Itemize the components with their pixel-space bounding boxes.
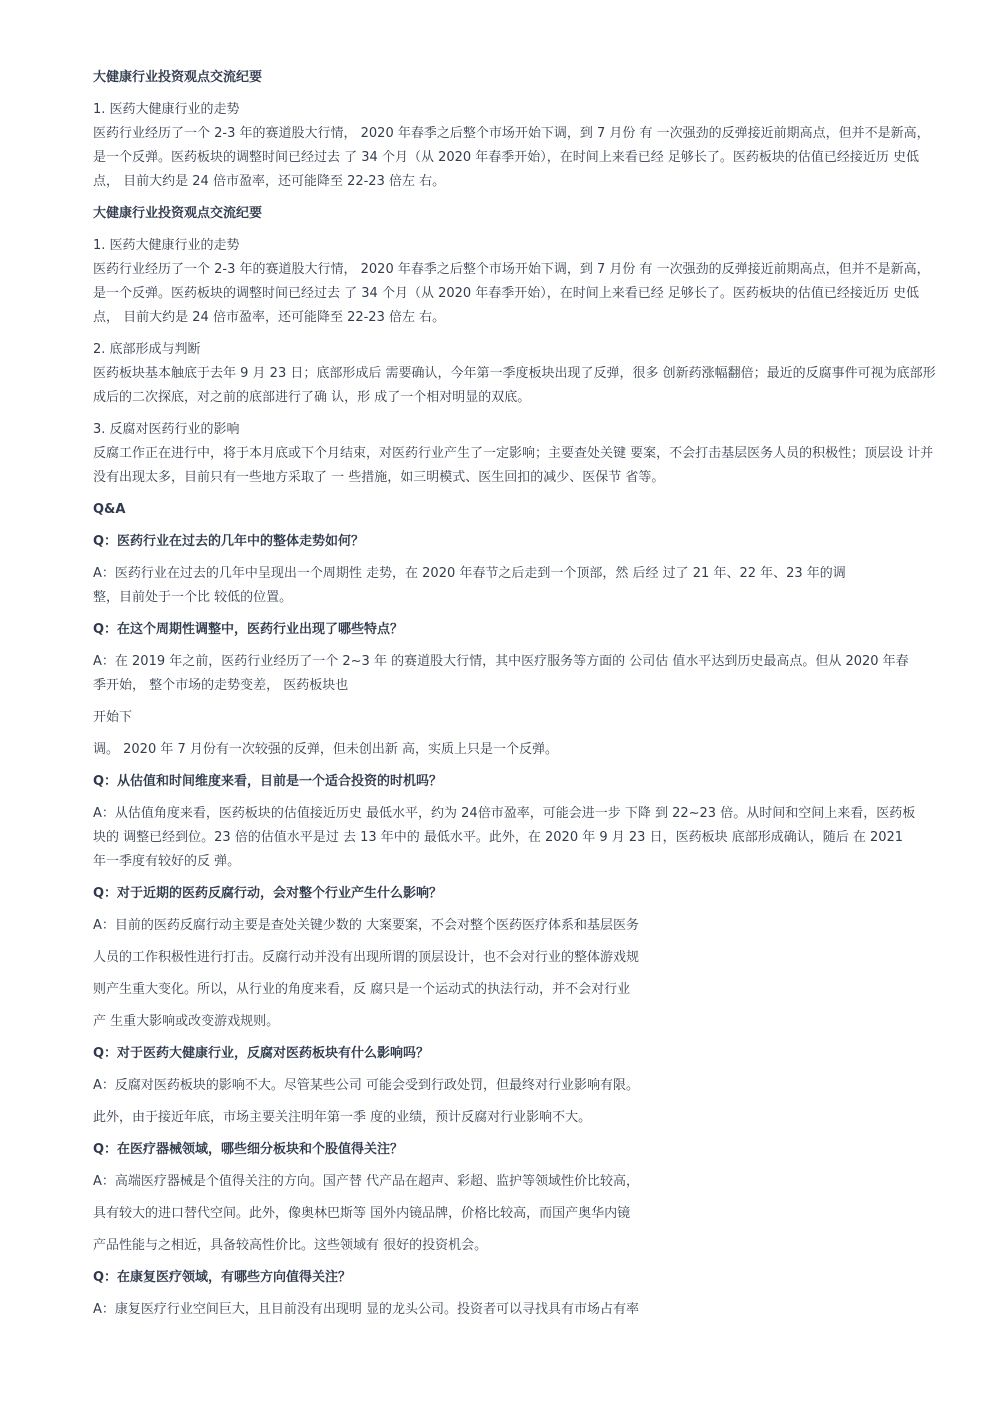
question-7: Q：在康复医疗领域，有哪些方向值得关注？ <box>93 1270 352 1285</box>
answer-4 <box>93 914 945 1034</box>
answer-6-line-3: 产品性能与之相近，具备较高性价比。这些领域有 很好的投资机会。 <box>93 1238 488 1253</box>
answer-3-line-1: A：从估值角度来看，医药板块的估值接近历史 最低水平，约为 24倍市盈率，可能会进一步 下降 到 22~23 倍。从时间和空间上来看，医药板 <box>93 806 916 821</box>
document-content <box>93 66 945 1330</box>
answer-1-line-1: A：医药行业在过去的几年中呈现出一个周期性 走势，在 2020 年春节之后走到一个顶部，然 后经 过了 21 年、22 年、23 年的调 <box>93 566 846 581</box>
answer-1-line-2: 整，目前处于一个比 较低的位置。 <box>93 590 293 605</box>
section-paragraph-trend-repeat: 医药行业经历了一个 2-3 年的赛道股大行情， 2020 年春季之后整个市场开始下调，到 7 月份 有 一次强劲的反弹接近前期高点，但并不是新高， 是一个反弹。医药板块的调整时间已经过去 了 34 个月（从 2020 年春季开始），在时间上来看已经 足够长了。医药板块的估值已经接近历 史低点， 目前大约是 24 倍市盈率，还可能降至 22-23 倍左 右。 <box>93 262 930 325</box>
answer-5-line-1: A：反腐对医药板块的影响不大。尽管某些公司 可能会受到行政处罚，但最终对行业影响有限。 <box>93 1078 640 1093</box>
answer-7 <box>93 1298 945 1322</box>
answer-6 <box>93 1170 945 1258</box>
answer-2-line-2: 季开始， 整个市场的走势变差， 医药板块也 <box>93 678 349 693</box>
answer-2-line-3: 开始下 <box>93 710 133 725</box>
qa-label: Q&A <box>93 502 126 517</box>
answer-2-line-4: 调。 2020 年 7 月份有一次较强的反弹，但未创出新 高，实质上只是一个反弹。 <box>93 742 559 757</box>
section-heading-bottom: 2. 底部形成与判断 <box>93 342 201 357</box>
section-paragraph-anticorruption: 反腐工作正在进行中，将于本月底或下个月结束，对医药行业产生了一定影响；主要查处关键 要案，不会打击基层医务人员的积极性；顶层设 计并没有出现太多，目前只有一些地方采取了 一 些措施，如三明模式、医生回扣的减少、医保节 省等。 <box>93 446 934 485</box>
answer-4-line-2: 人员的工作积极性进行打击。反腐行动并没有出现所谓的顶层设计，也不会对行业的整体游戏规 <box>93 950 640 965</box>
question-4: Q：对于近期的医药反腐行动，会对整个行业产生什么影响？ <box>93 886 443 901</box>
answer-4-line-4: 产 生重大影响或改变游戏规则。 <box>93 1014 280 1029</box>
question-2: Q：在这个周期性调整中，医药行业出现了哪些特点？ <box>93 622 404 637</box>
section-paragraph-trend: 医药行业经历了一个 2-3 年的赛道股大行情， 2020 年春季之后整个市场开始下调，到 7 月份 有 一次强劲的反弹接近前期高点，但并不是新高， 是一个反弹。医药板块的调整时间已经过去 了 34 个月（从 2020 年春季开始），在时间上来看已经 足够长了。医药板块的估值已经接近历 史低点， 目前大约是 24 倍市盈率，还可能降至 22-23 倍左 右。 <box>93 126 930 189</box>
question-5: Q：对于医药大健康行业，反腐对医药板块有什么影响吗？ <box>93 1046 430 1061</box>
answer-2 <box>93 650 945 762</box>
answer-3 <box>93 802 945 874</box>
answer-7-line-1: A：康复医疗行业空间巨大，且目前没有出现明 显的龙头公司。投资者可以寻找具有市场占有率 <box>93 1302 640 1317</box>
section-heading-anticorruption: 3. 反腐对医药行业的影响 <box>93 422 240 437</box>
answer-4-line-1: A：目前的医药反腐行动主要是查处关键少数的 大案要案，不会对整个医药医疗体系和基层医务 <box>93 918 640 933</box>
question-1: Q：医药行业在过去的几年中的整体走势如何？ <box>93 534 365 549</box>
answer-3-line-3: 年一季度有较好的反 弹。 <box>93 854 241 869</box>
answer-5 <box>93 1074 945 1130</box>
section-heading-trend-repeat: 1. 医药大健康行业的走势 <box>93 238 240 253</box>
answer-6-line-1: A：高端医疗器械是个值得关注的方向。国产替 代产品在超声、彩超、监护等领域性价比较高， <box>93 1174 640 1189</box>
answer-1 <box>93 562 945 610</box>
document-title-repeat: 大健康行业投资观点交流纪要 <box>93 206 263 221</box>
section-paragraph-bottom: 医药板块基本触底于去年 9 月 23 日；底部形成后 需要确认，今年第一季度板块出现了反弹，很多 创新药涨幅翻倍；最近的反腐事件可视为底部形 成后的二次探底，对之前的底部进行了确 认，形 成了一个相对明显的双底。 <box>93 366 936 405</box>
answer-5-line-2: 此外，由于接近年底，市场主要关注明年第一季 度的业绩，预计反腐对行业影响不大。 <box>93 1110 592 1125</box>
answer-6-line-2: 具有较大的进口替代空间。此外，像奥林巴斯等 国外内镜品牌，价格比较高，而国产奥华内镜 <box>93 1206 631 1221</box>
question-3: Q：从估值和时间维度来看，目前是一个适合投资的时机吗？ <box>93 774 443 789</box>
answer-2-line-1: A：在 2019 年之前，医药行业经历了一个 2~3 年 的赛道股大行情，其中医疗服务等方面的 公司估 值水平达到历史最高点。但从 2020 年春 <box>93 654 909 669</box>
answer-4-line-3: 则产生重大变化。所以，从行业的角度来看，反 腐只是一个运动式的执法行动，并不会对行业 <box>93 982 631 997</box>
document-title: 大健康行业投资观点交流纪要 <box>93 70 263 85</box>
question-6: Q：在医疗器械领域，哪些细分板块和个股值得关注？ <box>93 1142 404 1157</box>
section-heading-trend: 1. 医药大健康行业的走势 <box>93 102 240 117</box>
answer-3-line-2: 块的 调整已经到位。23 倍的估值水平是过 去 13 年中的 最低水平。此外，在 2020 年 9 月 23 日，医药板块 底部形成确认，随后 在 2021 <box>93 830 904 845</box>
